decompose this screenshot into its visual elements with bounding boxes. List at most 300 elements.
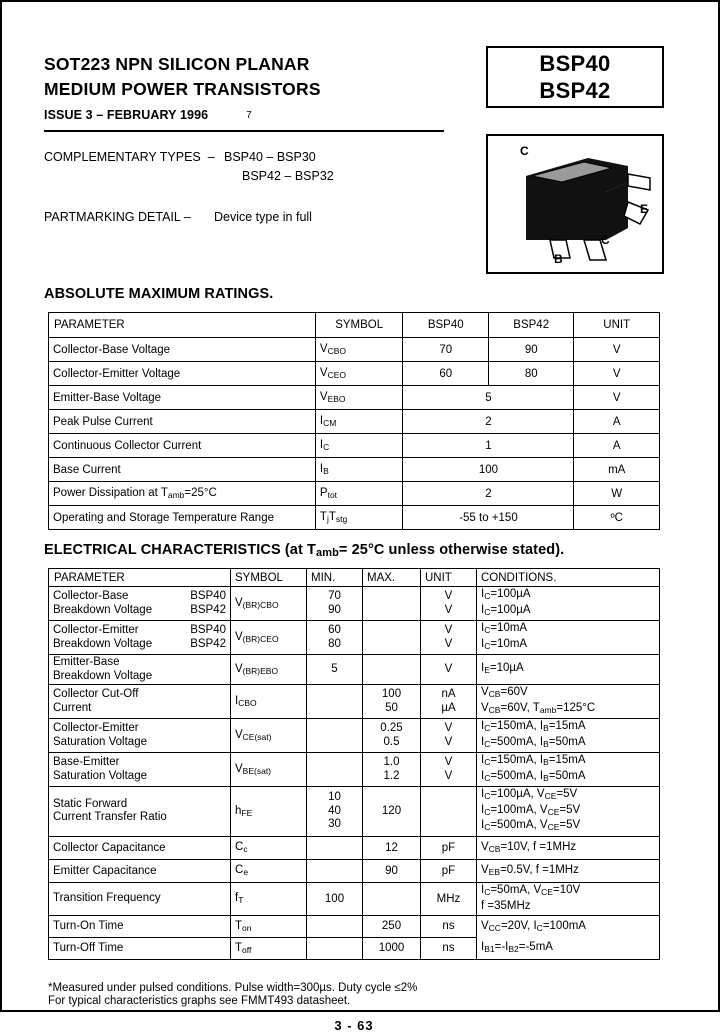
amr-unit: ºC — [574, 506, 660, 530]
absolute-maximum-ratings-heading: ABSOLUTE MAXIMUM RATINGS. — [44, 286, 274, 302]
amr-symbol — [315, 434, 403, 458]
amr-parameter: Base Current — [49, 458, 316, 482]
parameter-line-1: Emitter-Base — [53, 656, 120, 668]
amr-col-bsp42: BSP42 — [488, 313, 573, 338]
elec-conditions — [477, 655, 660, 685]
cond-sub-1: C — [484, 791, 491, 801]
table-header-row — [49, 313, 660, 338]
elec-conditions — [477, 621, 660, 655]
elec-min — [307, 937, 363, 959]
table-row — [49, 410, 660, 434]
issue-line — [44, 108, 444, 122]
symbol-subscript: j — [326, 514, 329, 524]
min-line-1: 60 — [328, 624, 341, 636]
amr-value-both: 2 — [403, 410, 574, 434]
cond-base-1: I — [481, 754, 485, 766]
footnote-text-c: 2% — [400, 982, 418, 994]
cond-sub-2: C — [484, 606, 491, 617]
cond-base-1: I — [481, 661, 485, 674]
footnote-text-b: s. Duty cycle — [326, 982, 395, 994]
parameter-line-2: Breakdown Voltage — [53, 637, 153, 650]
amr-symbol — [315, 506, 403, 530]
complementary-row-1 — [44, 148, 454, 167]
symbol-base: I — [319, 439, 324, 451]
table-row — [49, 587, 660, 621]
parameter-line-1: Collector-Emitter — [53, 624, 139, 636]
elec-max: 90 — [363, 859, 421, 882]
package-drawing-box — [486, 134, 664, 274]
symbol-base: V — [319, 343, 328, 355]
elec-parameter: Emitter Capacitance — [49, 859, 231, 882]
table-row — [49, 338, 660, 362]
parameter-subscript: amb — [167, 490, 185, 500]
max-line-1: 1.0 — [383, 756, 400, 768]
amr-value-bsp40: 70 — [403, 338, 488, 362]
cond-tail-1: =20V, I — [500, 919, 537, 932]
cond-sub-1: C — [484, 887, 491, 897]
elec-symbol — [231, 655, 307, 685]
elec-unit — [421, 753, 477, 787]
cond-base-1: I — [481, 884, 485, 896]
symbol-subscript: CE(sat) — [242, 732, 272, 742]
cond-base-1: V — [481, 841, 489, 853]
elec-unit: pF — [421, 859, 477, 882]
amr-parameter — [49, 482, 316, 506]
unit-line-1: V — [444, 756, 453, 768]
elec-parameter — [49, 787, 231, 837]
elec-max — [363, 753, 421, 787]
cond-sub-2b: CE — [547, 806, 560, 817]
parameter-line-2: Current Transfer Ratio — [53, 811, 167, 824]
elec-min — [307, 836, 363, 859]
table-row — [49, 882, 660, 915]
min-line-1: 70 — [328, 590, 341, 602]
elec-min — [307, 753, 363, 787]
amr-parameter: Emitter-Base Voltage — [49, 386, 316, 410]
table-row — [49, 386, 660, 410]
cond-sub-1: C — [484, 591, 491, 601]
elec-conditions — [477, 587, 660, 621]
symbol-base: V — [319, 367, 328, 379]
cond-sub-1: CB — [488, 844, 501, 854]
elec-unit: MHz — [421, 882, 477, 915]
cond-tail-1: =10mA — [490, 622, 528, 634]
cond-sub-2: C — [484, 772, 491, 783]
symbol-subscript: CBO — [327, 346, 346, 356]
amr-parameter: Operating and Storage Temperature Range — [49, 506, 316, 530]
pin-label-emitter: E — [640, 202, 649, 216]
cond-sub-1: CC — [488, 922, 501, 933]
cond-tail-1: =10V, f =1MHz — [500, 841, 577, 853]
symbol-base: h — [235, 804, 242, 817]
min-line-2: 90 — [328, 603, 341, 616]
table-row — [49, 362, 660, 386]
elec-symbol — [231, 787, 307, 837]
amr-value-both: 100 — [403, 458, 574, 482]
unit-line-2: V — [444, 637, 453, 650]
absolute-maximum-ratings-table — [48, 312, 660, 530]
min-line-1: 10 — [328, 791, 341, 803]
page-number: 3 - 63 — [334, 1018, 374, 1033]
elec-conditions — [477, 753, 660, 787]
table-row — [49, 719, 660, 753]
elec-max — [363, 685, 421, 719]
table-row — [49, 458, 660, 482]
symbol-subscript: B — [323, 466, 329, 476]
elec-min — [307, 719, 363, 753]
elec-parameter: Transition Frequency — [49, 882, 231, 915]
complementary-label: COMPLEMENTARY TYPES – — [44, 150, 215, 164]
elec-max — [363, 655, 421, 685]
amr-unit: V — [574, 386, 660, 410]
symbol-base: V — [235, 763, 243, 775]
elec-symbol — [231, 753, 307, 787]
elec-unit: ns — [421, 915, 477, 937]
parameter-part-1: BSP40 — [190, 590, 226, 602]
symbol-base: f — [235, 892, 239, 904]
cond-base-2: V — [481, 701, 489, 714]
unit-line-1: V — [444, 624, 453, 636]
table-row — [49, 685, 660, 719]
symbol-base: V — [235, 663, 243, 675]
elec-symbol — [231, 685, 307, 719]
max-line-1: 0.25 — [380, 722, 403, 734]
amr-value-both: -55 to +150 — [403, 506, 574, 530]
min-line-2: 80 — [328, 637, 341, 650]
cond-tail-2b: =5V — [559, 803, 581, 816]
parameter-line-2: Saturation Voltage — [53, 735, 147, 748]
table-row — [49, 655, 660, 685]
elec-col-min: MIN. — [307, 569, 363, 587]
elec-min — [307, 787, 363, 837]
elec-col-symbol: SYMBOL — [231, 569, 307, 587]
elec-min — [307, 655, 363, 685]
amr-parameter: Collector-Base Voltage — [49, 338, 316, 362]
elec-conditions — [477, 859, 660, 882]
cond-sub-2b: amb — [539, 704, 557, 715]
parameter-line-2: Breakdown Voltage — [53, 669, 153, 682]
elec-conditions — [477, 915, 660, 937]
elec-col-unit: UNIT — [421, 569, 477, 587]
cond-tail-1: =100µA, V — [490, 788, 545, 800]
parameter-line-1: Static Forward — [53, 797, 128, 810]
cond-base-2: I — [481, 637, 485, 650]
cond-tail-1: =0.5V, f =1MHz — [500, 864, 579, 876]
cond-sub-1b: B2 — [508, 944, 519, 955]
symbol-base: C — [235, 841, 244, 853]
cond-sub-1b: B — [543, 757, 549, 767]
cond-sub-1: C — [484, 723, 491, 733]
table-row — [49, 506, 660, 530]
elec-unit — [421, 787, 477, 837]
symbol-base: V — [319, 391, 328, 403]
parameter-line-1: Collector-Base — [53, 590, 129, 602]
elec-max — [363, 719, 421, 753]
symbol-subscript: off — [242, 944, 252, 955]
cond-tail-2: =500mA, I — [490, 769, 544, 782]
symbol-subscript: e — [243, 867, 249, 877]
unit-line-1: nA — [441, 688, 456, 700]
symbol-subscript: tot — [327, 490, 338, 500]
amr-parameter: Collector-Emitter Voltage — [49, 362, 316, 386]
cond-sub-1: C — [484, 625, 491, 635]
elec-max: 12 — [363, 836, 421, 859]
document-title-block — [44, 52, 444, 122]
cond-tail-2b: =50mA — [548, 735, 586, 748]
elec-parameter: Turn-Off Time — [49, 937, 231, 959]
max-line-2: 120 — [381, 804, 402, 817]
cond-tail-1: =150mA, I — [490, 720, 544, 732]
sot223-package-illustration — [488, 136, 662, 272]
cond-tail-2: =60V, T — [500, 701, 540, 714]
elec-heading-subscript: amb — [316, 547, 339, 559]
partmarking-value: Device type in full — [214, 210, 312, 224]
cond-tail-3: =500mA, V — [490, 819, 548, 831]
elec-max: 250 — [363, 915, 421, 937]
table-row — [49, 434, 660, 458]
cond-sub-1: E — [484, 664, 490, 675]
amr-col-symbol: SYMBOL — [315, 313, 403, 338]
symbol-subscript: (BR)CEO — [242, 634, 279, 644]
cond-tail-2: =100µA — [490, 603, 531, 616]
cond-tail-1b: =15mA — [548, 720, 586, 732]
cond-sub-2b: B — [543, 772, 549, 783]
unit-line-2: µA — [441, 701, 456, 714]
table-row — [49, 915, 660, 937]
footnote-line-2: For typical characteristics graphs see FMMT493 datasheet. — [48, 994, 351, 1007]
pin-label-collector-top: C — [520, 144, 529, 158]
symbol-base: V — [235, 729, 243, 741]
symbol-base: C — [235, 864, 244, 876]
partmarking-label: PARTMARKING DETAIL – — [44, 210, 191, 224]
cond-tail-1: =-I — [494, 941, 509, 954]
parameter-part-1: BSP40 — [190, 624, 226, 636]
elec-parameter — [49, 621, 231, 655]
elec-conditions — [477, 937, 660, 959]
max-line-1: 100 — [381, 688, 402, 700]
elec-parameter — [49, 719, 231, 753]
amr-symbol — [315, 482, 403, 506]
pin-label-base: B — [554, 252, 563, 266]
partmarking-row — [44, 208, 454, 227]
unit-line-2: V — [444, 603, 453, 616]
part-number-2: BSP42 — [539, 78, 611, 103]
cond-sub-2: C — [484, 640, 491, 651]
cond-base-3: I — [481, 819, 485, 831]
electrical-characteristics-heading — [44, 542, 564, 559]
cond-sub-1: C — [484, 757, 491, 767]
elec-max — [363, 621, 421, 655]
cond-line-2: f =35MHz — [481, 899, 531, 912]
symbol-base: P — [319, 487, 328, 499]
parameter-part-2: BSP42 — [190, 603, 226, 616]
page-title-line-2: MEDIUM POWER TRANSISTORS — [44, 79, 321, 99]
parameter-line-2: Current — [53, 701, 92, 714]
table-row — [49, 482, 660, 506]
cond-sub-2: CB — [488, 704, 501, 715]
part-number-1: BSP40 — [539, 51, 611, 76]
symbol-subscript: T — [238, 895, 244, 905]
elec-unit — [421, 719, 477, 753]
amr-unit: W — [574, 482, 660, 506]
cond-sub-1: EB — [488, 867, 501, 877]
cond-base-1: V — [481, 864, 489, 876]
cond-tail-2: =500mA, I — [490, 735, 544, 748]
elec-unit — [421, 621, 477, 655]
page-title-line-1: SOT223 NPN SILICON PLANAR — [44, 54, 310, 74]
cond-tail-2: =100mA, V — [490, 803, 548, 816]
symbol-subscript: c — [243, 844, 248, 854]
unit-line-1: V — [444, 590, 453, 602]
symbol-subscript: FE — [241, 807, 253, 818]
unit-line-2: V — [444, 769, 453, 782]
cond-sub-1b: B — [543, 723, 549, 733]
min-line-1: 5 — [331, 662, 338, 675]
elec-parameter: Turn-On Time — [49, 915, 231, 937]
cond-tail-1: =100µA — [490, 588, 531, 600]
symbol-base: T — [319, 511, 327, 523]
amr-symbol — [315, 338, 403, 362]
parameter-tail: =25°C — [184, 487, 217, 499]
footnote-text-a: *Measured under pulsed conditions. Pulse width=300 — [48, 982, 320, 994]
parameter-line-1: Collector Cut-Off — [53, 688, 139, 700]
amr-unit: A — [574, 410, 660, 434]
symbol-base: V — [235, 597, 243, 609]
cond-base-1: I — [481, 720, 485, 732]
amr-col-parameter: PARAMETER — [49, 313, 316, 338]
elec-parameter — [49, 587, 231, 621]
amr-unit: A — [574, 434, 660, 458]
elec-max — [363, 882, 421, 915]
table-row — [49, 859, 660, 882]
elec-max — [363, 587, 421, 621]
cond-tail-1: =60V — [500, 686, 528, 698]
amr-parameter: Peak Pulse Current — [49, 410, 316, 434]
symbol-tail-subscript: stg — [335, 514, 348, 524]
table-row — [49, 836, 660, 859]
elec-conditions — [477, 882, 660, 915]
parameter-line-1: Collector-Emitter — [53, 722, 139, 734]
cond-base-1: I — [481, 941, 485, 954]
elec-unit — [421, 655, 477, 685]
complementary-row-2 — [44, 167, 454, 186]
cond-base-1: I — [481, 588, 485, 600]
electrical-characteristics-table — [48, 568, 660, 960]
cond-base-1: I — [481, 788, 485, 800]
max-line-2: 0.5 — [383, 735, 400, 748]
max-line-2: 1.2 — [383, 769, 400, 782]
cond-tail-1: =10µA — [489, 661, 524, 674]
symbol-subscript: CEO — [327, 370, 346, 380]
cond-sub-3b: CE — [547, 822, 560, 832]
symbol-subscript: (BR)EBO — [242, 666, 279, 676]
elec-min — [307, 621, 363, 655]
cond-base-2: I — [481, 803, 485, 816]
cond-tail-1b: =-5mA — [518, 941, 553, 954]
elec-unit: pF — [421, 836, 477, 859]
cond-sub-1b: CE — [544, 791, 557, 801]
elec-col-parameter: PARAMETER — [49, 569, 231, 587]
elec-col-max: MAX. — [363, 569, 421, 587]
cond-tail-1b: =15mA — [548, 754, 586, 766]
amr-value-both: 1 — [403, 434, 574, 458]
complementary-value-2: BSP42 – BSP32 — [242, 169, 334, 183]
elec-parameter — [49, 655, 231, 685]
elec-min: 100 — [307, 882, 363, 915]
footnote-block — [48, 982, 417, 1007]
unit-line-1: V — [444, 662, 453, 675]
symbol-base: T — [235, 919, 243, 932]
unit-line-2: V — [444, 735, 453, 748]
symbol-subscript: EBO — [327, 394, 346, 404]
issue-number: 7 — [246, 110, 252, 121]
cond-sub-1b: CE — [541, 887, 553, 897]
symbol-base: T — [235, 941, 243, 954]
amr-value-bsp42: 80 — [488, 362, 573, 386]
elec-conditions — [477, 836, 660, 859]
amr-symbol — [315, 410, 403, 434]
footnote-line-1: *Measured under pulsed conditions. Pulse width=300µs. Duty cycle ≤2% — [48, 982, 418, 994]
elec-max — [363, 787, 421, 837]
elec-symbol — [231, 859, 307, 882]
amr-symbol — [315, 386, 403, 410]
elec-symbol — [231, 587, 307, 621]
amr-value-both: 2 — [403, 482, 574, 506]
symbol-subscript: BE(sat) — [242, 766, 272, 776]
parameter-line-2: Breakdown Voltage — [53, 603, 153, 616]
cond-tail-2: =10mA — [490, 637, 528, 650]
amr-parameter: Continuous Collector Current — [49, 434, 316, 458]
table-row — [49, 787, 660, 837]
cond-tail-1b: =100mA — [542, 919, 586, 932]
parameter-line-1: Base-Emitter — [53, 756, 120, 768]
symbol-subscript: on — [242, 922, 252, 933]
page-content — [44, 40, 664, 1033]
amr-symbol — [315, 362, 403, 386]
elec-symbol — [231, 937, 307, 959]
pin-label-collector-bottom: C — [601, 233, 610, 247]
cond-base-2: I — [481, 603, 485, 616]
cond-base-2: I — [481, 769, 485, 782]
symbol-base: I — [235, 695, 239, 707]
amr-value-bsp42: 90 — [488, 338, 573, 362]
cond-tail-1: =150mA, I — [490, 754, 544, 766]
elec-symbol — [231, 915, 307, 937]
parameter-line-2: Saturation Voltage — [53, 769, 147, 782]
elec-max: 1000 — [363, 937, 421, 959]
cond-tail-2b: =125°C — [556, 701, 596, 714]
symbol-subscript: CBO — [238, 698, 257, 708]
elec-heading-tail: = 25°C unless otherwise stated). — [338, 542, 565, 558]
complementary-types-block — [44, 148, 454, 227]
cond-base-1: I — [481, 622, 485, 634]
elec-min — [307, 915, 363, 937]
cond-base-2: I — [481, 735, 485, 748]
elec-parameter — [49, 753, 231, 787]
cond-tail-1b: =10V — [552, 884, 581, 896]
amr-col-bsp40: BSP40 — [403, 313, 488, 338]
cond-base-1: V — [481, 686, 489, 698]
min-line-2: 40 — [328, 804, 341, 817]
issue-text: ISSUE 3 – FEBRUARY 1996 — [44, 108, 209, 122]
table-row — [49, 937, 660, 959]
elec-min — [307, 685, 363, 719]
part-number-box — [486, 46, 664, 108]
elec-conditions — [477, 719, 660, 753]
elec-symbol — [231, 719, 307, 753]
elec-min — [307, 587, 363, 621]
elec-unit — [421, 587, 477, 621]
